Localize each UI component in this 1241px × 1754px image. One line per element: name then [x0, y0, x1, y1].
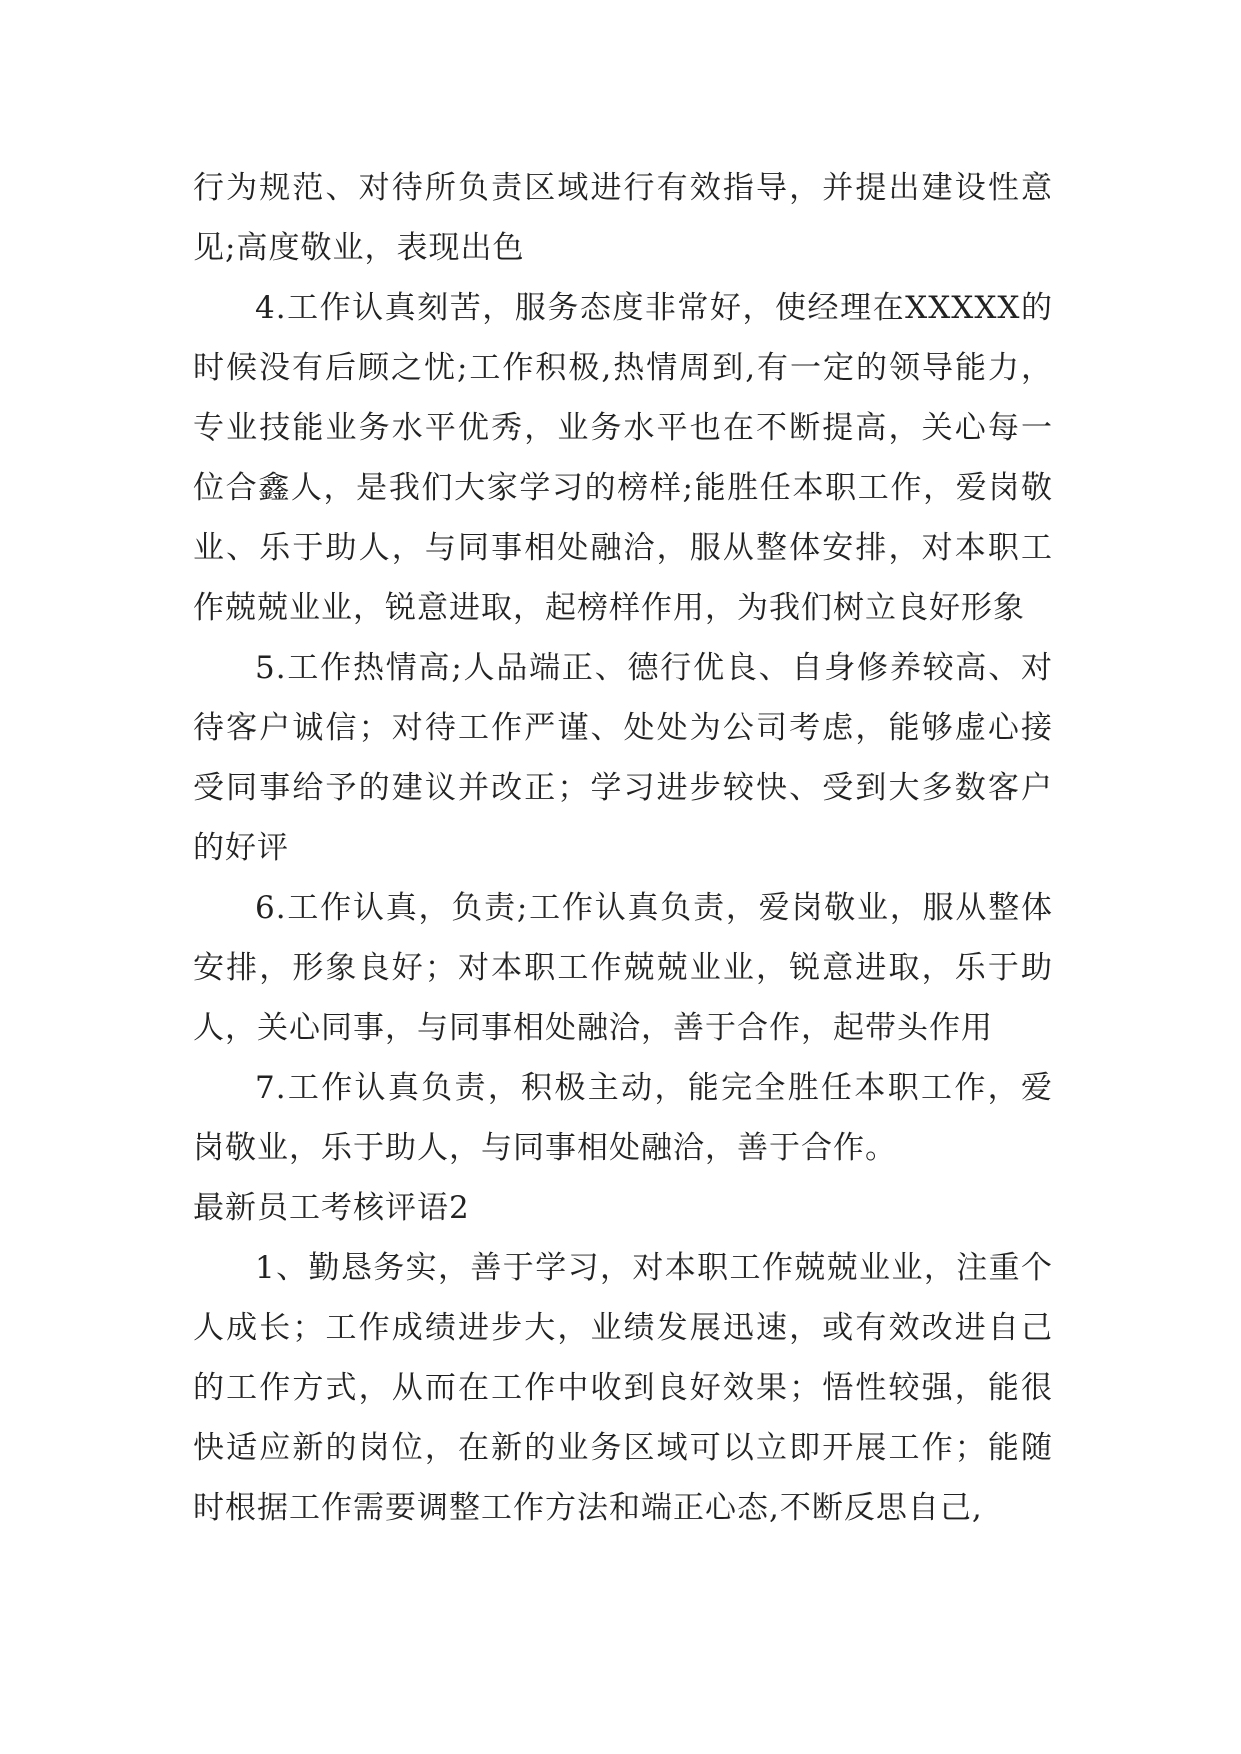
paragraph-continued: 行为规范、对待所负责区域进行有效指导，并提出建设性意见;高度敬业，表现出色 [193, 170, 1053, 266]
paragraph-item-7: 7.工作认真负责，积极主动，能完全胜任本职工作，爱岗敬业，乐于助人，与同事相处融洽，善于合作。 [193, 1070, 1053, 1166]
paragraph-item-1: 1、勤恳务实，善于学习，对本职工作兢兢业业，注重个人成长；工作成绩进步大，业绩发展迅速，或有效改进自己的工作方式，从而在工作中收到良好效果；悟性较强，能很快适应新的岗位，在新的业务区域可以立即开展工作；能随时根据工作需要调整工作方法和端正心态,不断反思自己, [193, 1250, 1053, 1526]
document-body [193, 158, 1053, 1538]
section-heading: 最新员工考核评语2 [193, 1190, 470, 1226]
paragraph-item-4: 4.工作认真刻苦，服务态度非常好，使经理在XXXXX的时候没有后顾之忧;工作积极,热情周到,有一定的领导能力，专业技能业务水平优秀，业务水平也在不断提高，关心每一位合鑫人，是我们大家学习的榜样;能胜任本职工作，爱岗敬业、乐于助人，与同事相处融洽，服从整体安排，对本职工作兢兢业业，锐意进取，起榜样作用，为我们树立良好形象 [193, 290, 1053, 626]
paragraph-item-5: 5.工作热情高;人品端正、德行优良、自身修养较高、对待客户诚信；对待工作严谨、处处为公司考虑，能够虚心接受同事给予的建议并改正；学习进步较快、受到大多数客户的好评 [193, 650, 1053, 866]
paragraph-item-6: 6.工作认真，负责;工作认真负责，爱岗敬业，服从整体安排，形象良好；对本职工作兢兢业业，锐意进取，乐于助人，关心同事，与同事相处融洽，善于合作，起带头作用 [193, 890, 1053, 1046]
